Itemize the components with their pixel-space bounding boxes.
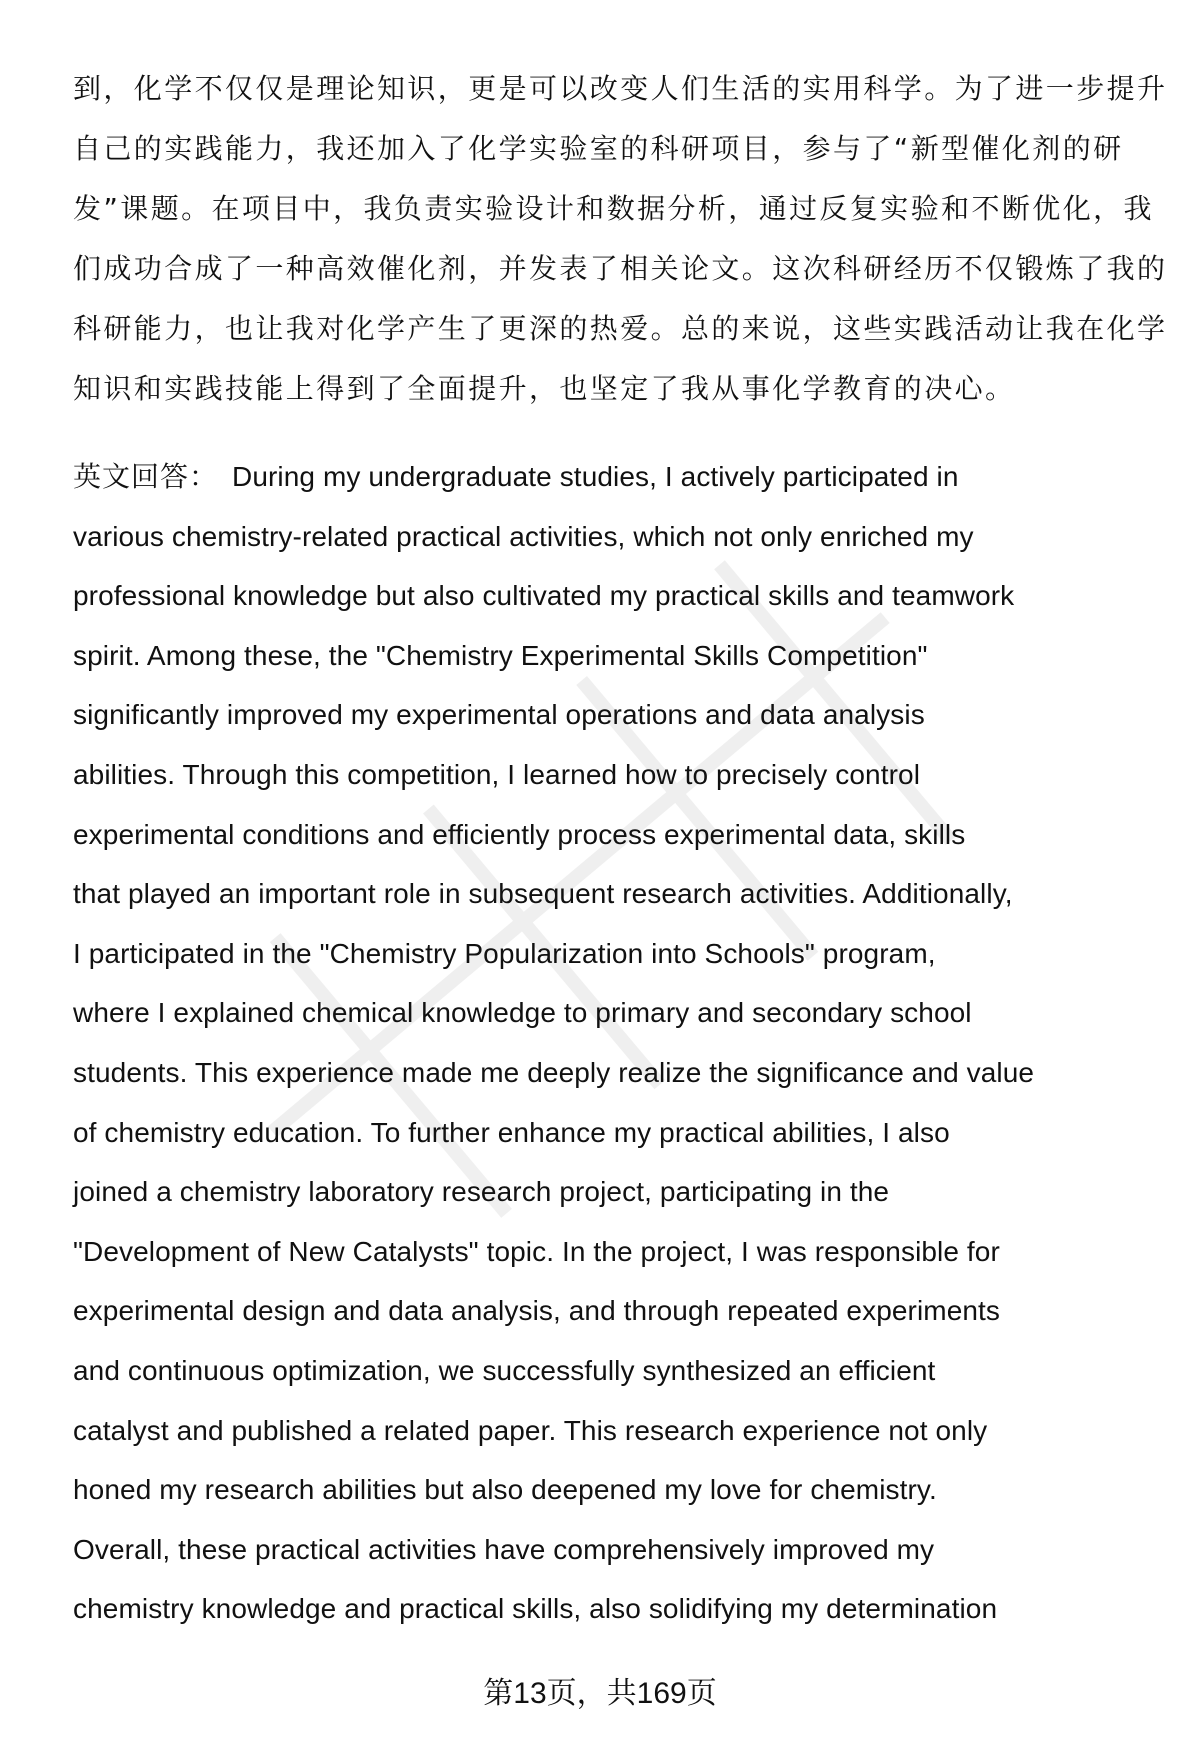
text-line: and continuous optimization, we successfully synthesized an efficient (73, 1355, 936, 1386)
text-line: significantly improved my experimental operations and data analysis (73, 699, 925, 731)
text-line: of chemistry education. To further enhance my practical abilities, I also (73, 1116, 950, 1148)
text-line: spirit. Among these, the "Chemistry Experimental Skills Competition" (73, 639, 928, 671)
text-line: various chemistry-related practical activities, which not only enriched my (73, 520, 974, 552)
text-line: "Development of New Catalysts" topic. In the project, I was responsible for (73, 1235, 1000, 1267)
text-line: 们成功合成了一种高效催化剂，并发表了相关论文。这次科研经历不仅锻炼了我的 (73, 252, 1168, 285)
text-line: 发”课题。在项目中，我负责实验设计和数据分析，通过反复实验和不断优化，我 (73, 192, 1154, 225)
text-line: chemistry knowledge and practical skills, also solidifying my determination (73, 1593, 998, 1625)
text-line: that played an important role in subsequent research activities. Additionally, (73, 878, 1013, 910)
page-number: 第13页，共169页 (483, 1677, 717, 1710)
text-line: 知识和实践技能上得到了全面提升，也坚定了我从事化学教育的决心。 (73, 372, 1016, 405)
text-line: abilities. Through this competition, I learned how to precisely control (73, 759, 921, 790)
text-line (73, 457, 959, 497)
text-line: joined a chemistry laboratory research project, participating in the (73, 1176, 890, 1208)
english-answer-label: 英文回答： (73, 460, 219, 493)
text-line: Overall, these practical activities have comprehensively improved my (73, 1533, 935, 1565)
text-line: professional knowledge but also cultivated my practical skills and teamwork (73, 580, 1015, 612)
text-line-content: During my undergraduate studies, I actively participated in (232, 461, 959, 492)
text-line: 到，化学不仅仅是理论知识，更是可以改变人们生活的实用科学。为了进一步提升 (73, 72, 1168, 105)
text-line: I participated in the "Chemistry Popularization into Schools" program, (73, 937, 936, 969)
text-line: honed my research abilities but also deepened my love for chemistry. (73, 1474, 937, 1506)
text-line: 自己的实践能力，我还加入了化学实验室的科研项目，参与了“新型催化剂的研 (73, 132, 1124, 165)
text-line: catalyst and published a related paper. This research experience not only (73, 1414, 988, 1446)
text-line: where I explained chemical knowledge to primary and secondary school (73, 997, 972, 1029)
text-line: students. This experience made me deeply realize the significance and value (73, 1057, 1035, 1088)
text-line: experimental conditions and efficiently process experimental data, skills (73, 818, 966, 850)
text-line: 科研能力，也让我对化学产生了更深的热爱。总的来说，这些实践活动让我在化学 (73, 312, 1168, 345)
text-line: experimental design and data analysis, and through repeated experiments (73, 1295, 1001, 1327)
